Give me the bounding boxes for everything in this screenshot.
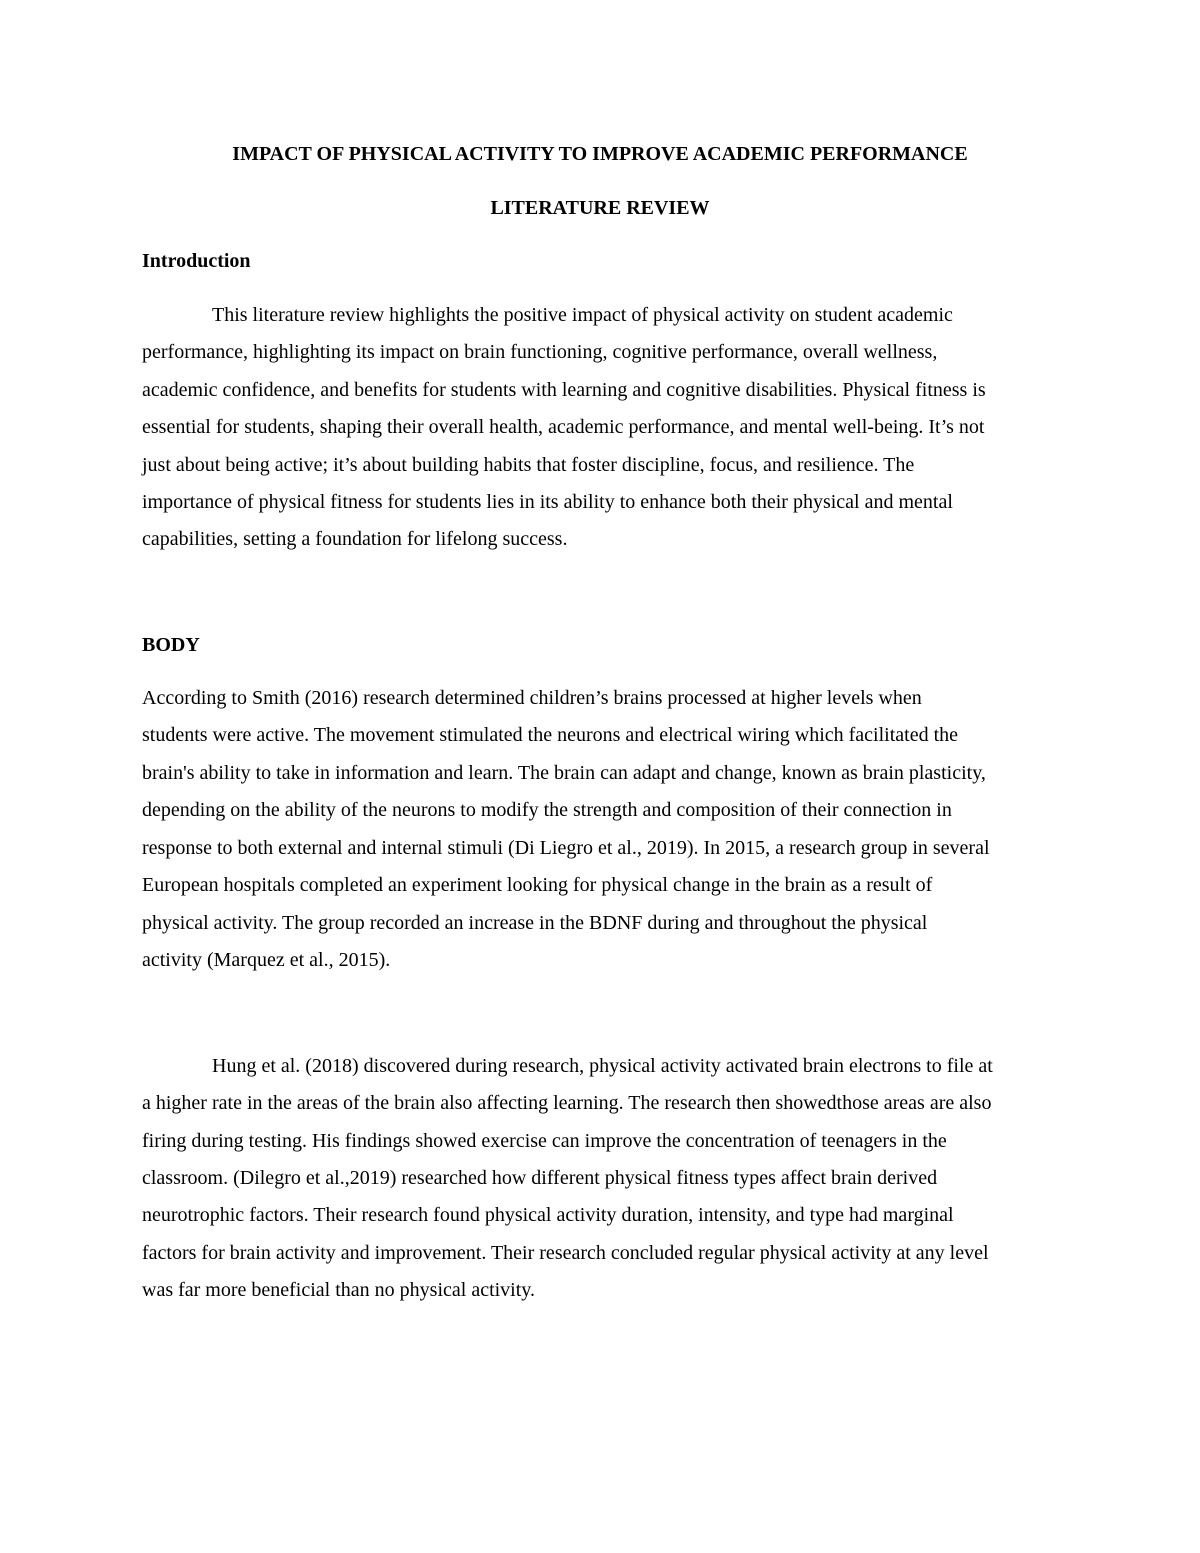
paragraph-line: classroom. (Dilegro et al.,2019) researched how different physical fitness types affect brain derived [142,1167,938,1189]
paragraph-line: factors for brain activity and improvement. Their research concluded regular physical activity at any level [142,1242,989,1264]
paragraph-line: physical activity. The group recorded an increase in the BDNF during and throughout the physical [142,912,928,934]
paragraph-line: According to Smith (2016) research determined children’s brains processed at higher levels when [142,687,922,709]
paragraph-line: response to both external and internal stimuli (Di Liegro et al., 2019). In 2015, a research group in several [142,837,990,859]
paragraph-line: This literature review highlights the positive impact of physical activity on student academic [212,304,953,326]
body-heading: BODY [142,634,200,656]
paragraph-line: a higher rate in the areas of the brain also affecting learning. The research then showedthose areas are also [142,1092,992,1114]
paragraph-line: academic confidence, and benefits for students with learning and cognitive disabilities. Physical fitness is [142,379,986,401]
introduction-heading: Introduction [142,250,251,272]
paragraph-line: firing during testing. His findings showed exercise can improve the concentration of teenagers in the [142,1130,947,1152]
paragraph-line: importance of physical fitness for students lies in its ability to enhance both their physical and mental [142,491,953,513]
paragraph-line: depending on the ability of the neurons to modify the strength and composition of their connection in [142,799,952,821]
paragraph-line: capabilities, setting a foundation for lifelong success. [142,528,568,550]
paragraph-line: was far more beneficial than no physical activity. [142,1279,535,1301]
paragraph-line: brain's ability to take in information and learn. The brain can adapt and change, known as brain plasticity, [142,762,986,784]
paragraph-line: just about being active; it’s about building habits that foster discipline, focus, and resilience. The [142,454,915,476]
document-title: IMPACT OF PHYSICAL ACTIVITY TO IMPROVE ACADEMIC PERFORMANCE [232,143,968,165]
paragraph-line: neurotrophic factors. Their research found physical activity duration, intensity, and type had marginal [142,1204,954,1226]
paragraph-line: essential for students, shaping their overall health, academic performance, and mental well-being. It’s not [142,416,985,438]
paragraph-line: activity (Marquez et al., 2015). [142,949,391,971]
paragraph-line: Hung et al. (2018) discovered during research, physical activity activated brain electrons to file at [212,1055,993,1077]
document-subtitle: LITERATURE REVIEW [490,197,710,219]
paragraph-line: European hospitals completed an experiment looking for physical change in the brain as a result of [142,874,933,896]
paragraph-line: performance, highlighting its impact on brain functioning, cognitive performance, overall wellness, [142,341,938,363]
paragraph-line: students were active. The movement stimulated the neurons and electrical wiring which facilitated the [142,724,959,746]
